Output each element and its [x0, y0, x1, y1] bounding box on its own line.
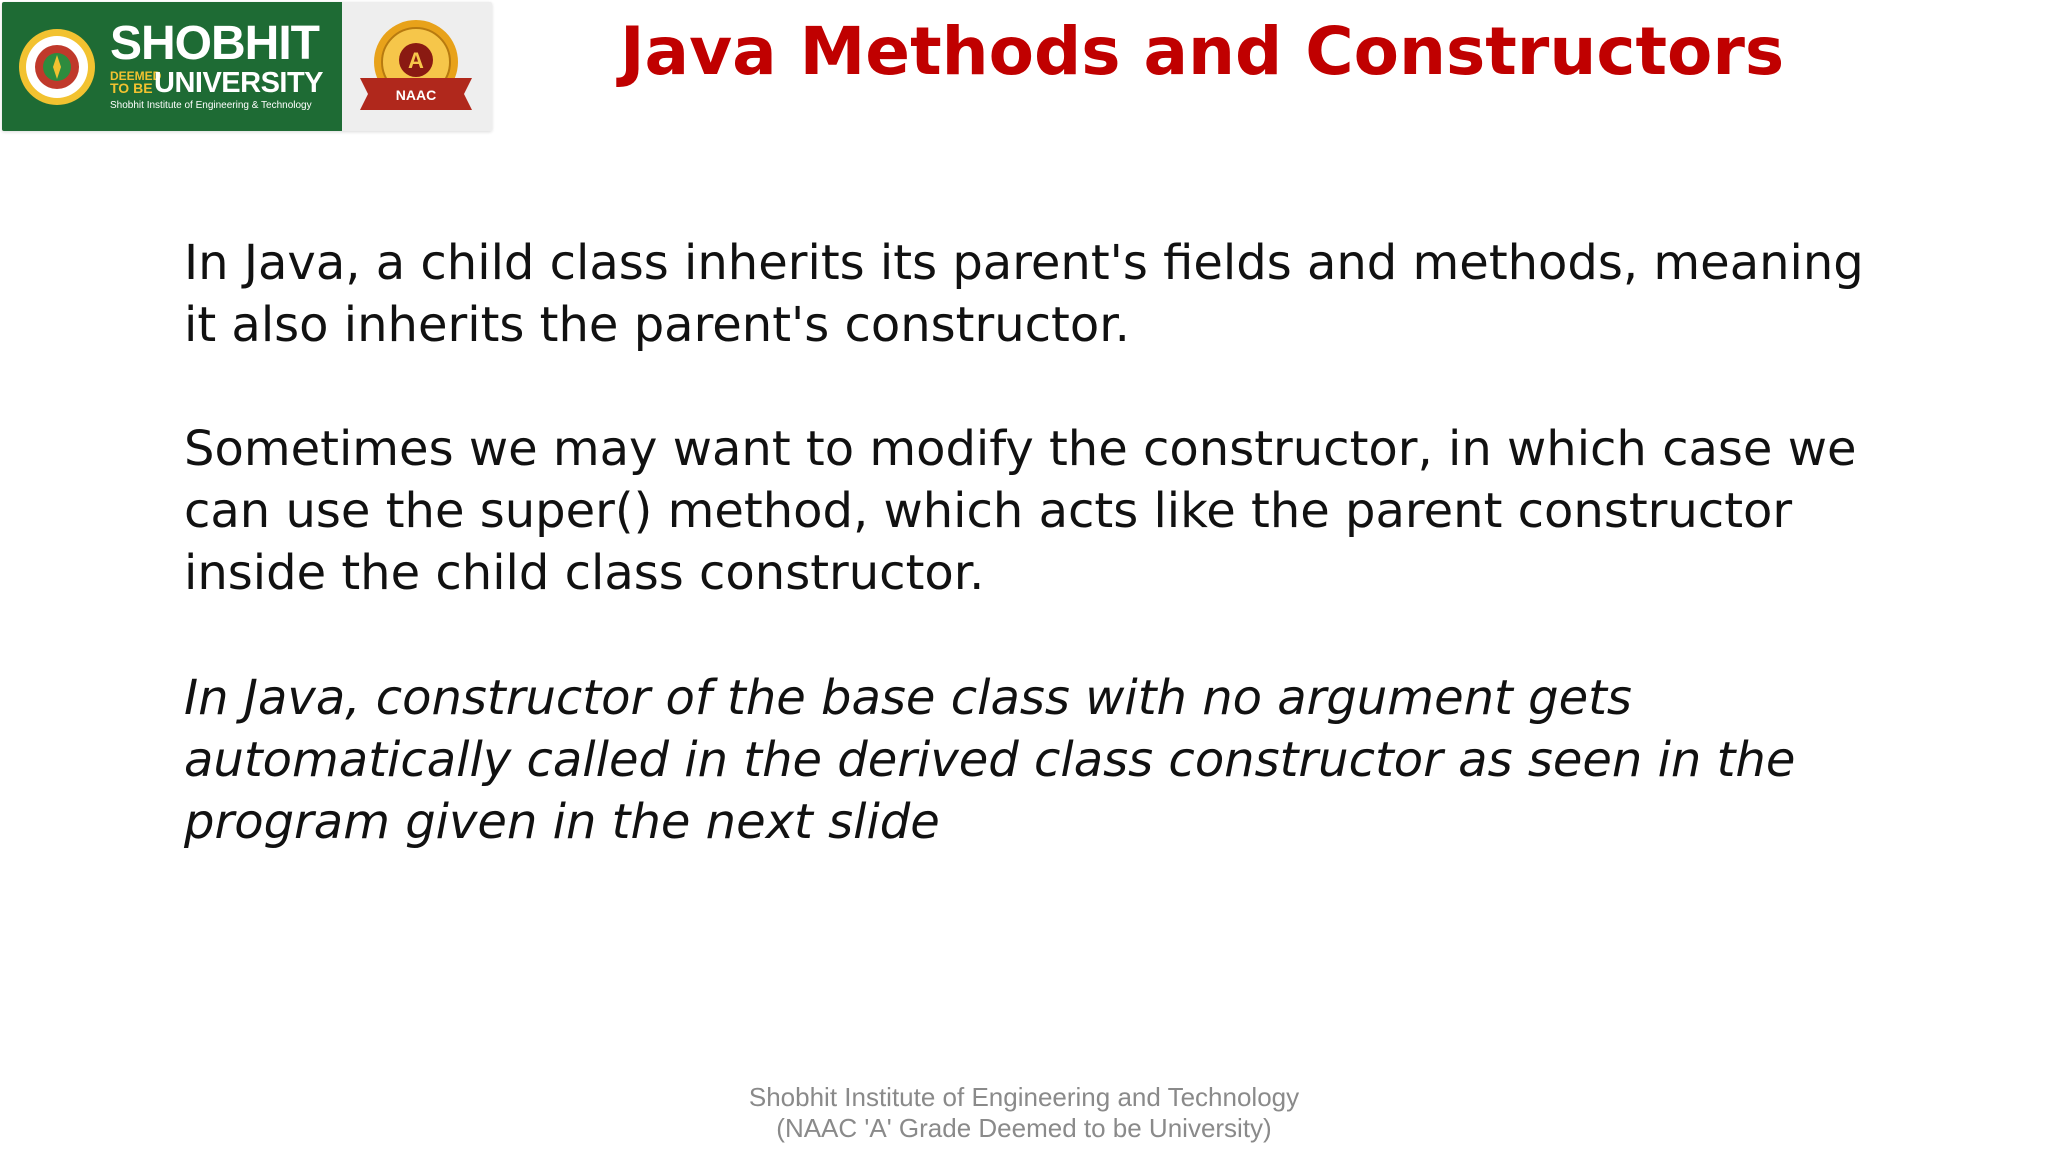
- university-name: SHOBHIT: [110, 17, 319, 70]
- university-emblem-icon: [18, 28, 96, 106]
- university-logo: [2, 2, 342, 131]
- naac-logo: [342, 2, 492, 131]
- slide-title: Java Methods and Constructors: [620, 13, 1785, 90]
- naac-badge-label: NAAC: [395, 87, 437, 103]
- logo-banner: [2, 2, 492, 131]
- university-word: UNIVERSITY: [154, 67, 324, 99]
- deemed-line-1: DEEMED: [110, 69, 162, 83]
- footer-line-1: Shobhit Institute of Engineering and Technology: [748, 1082, 1300, 1112]
- naac-badge-icon: [342, 2, 492, 131]
- paragraph-inheritance: In Java, a child class inherits its parent's fields and methods, meaning it also inherits the parent's constructor.: [184, 235, 1864, 353]
- paragraph-base-constructor: In Java, constructor of the base class with no argument gets automatically called in the derived class constructor as seen in the program given in the next slide: [184, 670, 1796, 850]
- footer-line-2: (NAAC 'A' Grade Deemed to be University): [776, 1113, 1272, 1143]
- naac-badge-letter: A: [408, 48, 424, 73]
- slide-footer: [0, 1082, 2048, 1144]
- deemed-line-2: TO BE: [110, 80, 153, 96]
- paragraph-super-method: Sometimes we may want to modify the constructor, in which case we can use the super() method, which acts like the parent constructor inside the child class constructor.: [184, 421, 1857, 601]
- institute-name: Shobhit Institute of Engineering & Technology: [110, 100, 312, 111]
